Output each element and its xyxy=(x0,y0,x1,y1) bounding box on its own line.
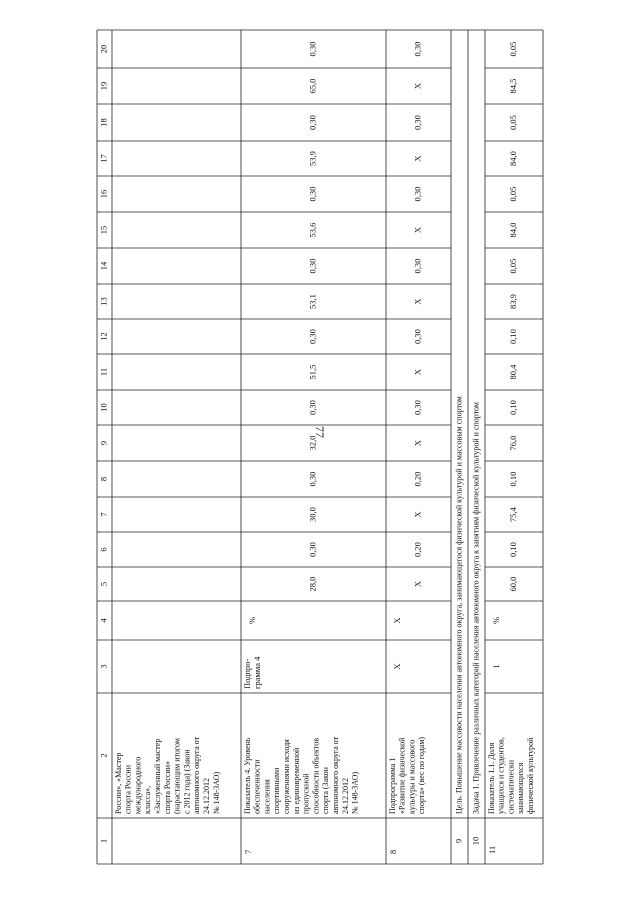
indicator-name-line: 24.12.2012 xyxy=(340,778,350,814)
value-cell: 0,30 xyxy=(412,41,423,57)
value-cell: 60,0 xyxy=(507,576,518,592)
task-row-text: Задача 1. Привлечение различных категорий населения автономного округа к занятиям физической культурой и спортом xyxy=(471,402,481,814)
value-cell: 84,0 xyxy=(507,222,518,238)
indicator-name-line: класса», xyxy=(143,785,153,814)
value-cell: 0,30 xyxy=(307,329,318,344)
row-number-7: 7 xyxy=(242,849,253,854)
column-header-3: 3 xyxy=(98,664,109,669)
value-cell: 32,0 xyxy=(307,435,318,451)
column-header-8: 8 xyxy=(98,476,109,482)
indicator-name-line: систематически xyxy=(506,759,516,814)
column-header-1: 1 xyxy=(98,838,109,844)
column-header-17: 17 xyxy=(98,154,109,163)
value-cell: 0,20 xyxy=(412,542,423,557)
value-cell: Х xyxy=(412,580,423,588)
value-cell: 30,0 xyxy=(307,507,318,522)
value-cell: Х xyxy=(412,511,423,518)
value-cell: 84,0 xyxy=(507,151,518,166)
value-cell: 0,30 xyxy=(307,41,318,57)
indicator-name-line: спорта» (вес по годам) xyxy=(417,736,427,814)
unit-cell: % xyxy=(246,616,257,625)
page-number: 77 xyxy=(313,426,327,438)
value-cell: 76,0 xyxy=(507,435,518,451)
row-number-10: 10 xyxy=(470,836,481,846)
value-cell: 0,30 xyxy=(412,186,423,202)
value-cell: Х xyxy=(412,298,423,305)
indicator-name-line: сооружениями исходя xyxy=(282,739,292,814)
value-cell: 0,05 xyxy=(507,186,518,202)
value-cell: 0,30 xyxy=(412,329,423,344)
value-cell: 0,10 xyxy=(507,400,518,415)
indicator-name-line: Подпрограмма 1 xyxy=(387,757,397,814)
value-cell: 84,5 xyxy=(507,78,518,94)
column-header-13: 13 xyxy=(98,297,109,306)
goal-row-text: Цель. Повышение массовости населения автономного округа, занимающегося физической культурой и массовым спортом xyxy=(454,396,464,814)
value-cell: 0,30 xyxy=(307,258,318,274)
value-cell: 53,6 xyxy=(307,222,318,238)
row-number-11: 11 xyxy=(486,845,497,854)
value-cell: 0,30 xyxy=(307,542,318,557)
indicator-name-line: «Заслуженный мастер xyxy=(153,738,163,814)
value-cell: 0,10 xyxy=(507,471,518,487)
column-header-19: 19 xyxy=(98,81,109,91)
indicator-name-line: обеспеченности xyxy=(252,759,262,814)
indicator-name-line: Показатель 4. Уровень xyxy=(242,737,252,814)
subprogram-cell: Х xyxy=(391,663,402,670)
value-cell: 0,05 xyxy=(507,258,518,274)
row-number-9: 9 xyxy=(453,838,464,844)
indicator-name-line: автономного округа от xyxy=(192,736,202,814)
value-cell: 53,9 xyxy=(307,151,318,166)
value-cell: 53,1 xyxy=(307,294,318,309)
indicator-name-line: № 148-ЗАО) xyxy=(211,771,221,814)
indicator-name-line: спорта России» xyxy=(162,761,172,814)
indicator-name-line: занимающихся xyxy=(516,762,526,814)
value-cell: 0,30 xyxy=(412,115,423,130)
value-cell: 80,4 xyxy=(507,364,518,380)
column-header-6: 6 xyxy=(98,547,109,552)
value-cell: 0,30 xyxy=(412,400,423,415)
value-cell: 83,9 xyxy=(507,294,518,309)
indicator-name-line: международного xyxy=(133,756,143,814)
indicator-name-line: способности объектов xyxy=(311,738,321,814)
value-cell: 0,30 xyxy=(307,186,318,202)
subprogram-cell: Подпро- xyxy=(241,658,252,689)
indicator-name-line: физической культурой xyxy=(526,737,536,814)
value-cell: 0,30 xyxy=(307,115,318,130)
row-number-8: 8 xyxy=(387,849,398,854)
value-cell: Х xyxy=(412,368,423,376)
column-header-4: 4 xyxy=(98,618,109,623)
value-cell: 0,10 xyxy=(507,329,518,344)
indicator-name-line: «Развитие физической xyxy=(397,737,407,814)
indicator-name-line: спортивными xyxy=(272,767,282,814)
column-header-2: 2 xyxy=(98,753,109,758)
value-cell: 0,05 xyxy=(507,41,518,57)
column-header-9: 9 xyxy=(98,440,109,446)
column-header-5: 5 xyxy=(98,581,109,587)
subprogram-cell: 1 xyxy=(490,664,501,669)
value-cell: 0,30 xyxy=(307,400,318,415)
column-header-10: 10 xyxy=(98,403,109,412)
value-cell: 0,30 xyxy=(412,258,423,274)
column-header-18: 18 xyxy=(98,118,109,127)
column-header-11: 11 xyxy=(98,367,109,377)
value-cell: 0,10 xyxy=(507,542,518,557)
column-header-15: 15 xyxy=(98,225,109,235)
column-header-16: 16 xyxy=(98,189,109,199)
indicator-name-line: (нарастающим итогом xyxy=(172,738,182,814)
indicator-name-line: спорта России xyxy=(123,765,133,814)
value-cell: Х xyxy=(412,82,423,90)
indicator-name-line: из единовременной xyxy=(291,747,301,814)
unit-cell: Х xyxy=(391,617,402,624)
column-header-7: 7 xyxy=(98,512,109,517)
value-cell: Х xyxy=(412,226,423,234)
value-cell: Х xyxy=(412,155,423,162)
subprogram-cell: грамма 4 xyxy=(251,656,262,689)
value-cell: 0,20 xyxy=(412,471,423,487)
indicator-name-line: с 2012 года) (Закон xyxy=(182,749,192,814)
value-cell: 0,30 xyxy=(307,471,318,487)
indicator-name-line: автономного округа от xyxy=(331,736,341,814)
indicator-name-line: России», «Мастер xyxy=(113,752,123,814)
value-cell: 28,0 xyxy=(307,576,318,592)
indicator-name-line: спорта (Закон xyxy=(321,767,331,814)
value-cell: 65,0 xyxy=(307,78,318,94)
column-header-20: 20 xyxy=(98,44,109,54)
value-cell: 51,5 xyxy=(307,364,318,380)
indicator-name-line: учащихся и студентов, xyxy=(496,737,506,814)
indicator-name-line: культуры и массового xyxy=(407,739,417,814)
value-cell: Х xyxy=(412,439,423,447)
indicator-name-line: 24.12.2012 xyxy=(202,778,212,814)
indicator-name-line: пропускной xyxy=(301,773,311,814)
column-header-12: 12 xyxy=(98,332,109,341)
indicator-name-line: населения xyxy=(262,779,272,814)
indicator-name-line: № 148-ЗАО) xyxy=(350,771,360,814)
value-cell: 75,4 xyxy=(507,507,518,522)
unit-cell: % xyxy=(490,616,501,625)
column-header-14: 14 xyxy=(98,261,109,271)
value-cell: 0,05 xyxy=(507,115,518,130)
indicator-name-line: Показатель 1.1. Доля xyxy=(486,742,496,814)
